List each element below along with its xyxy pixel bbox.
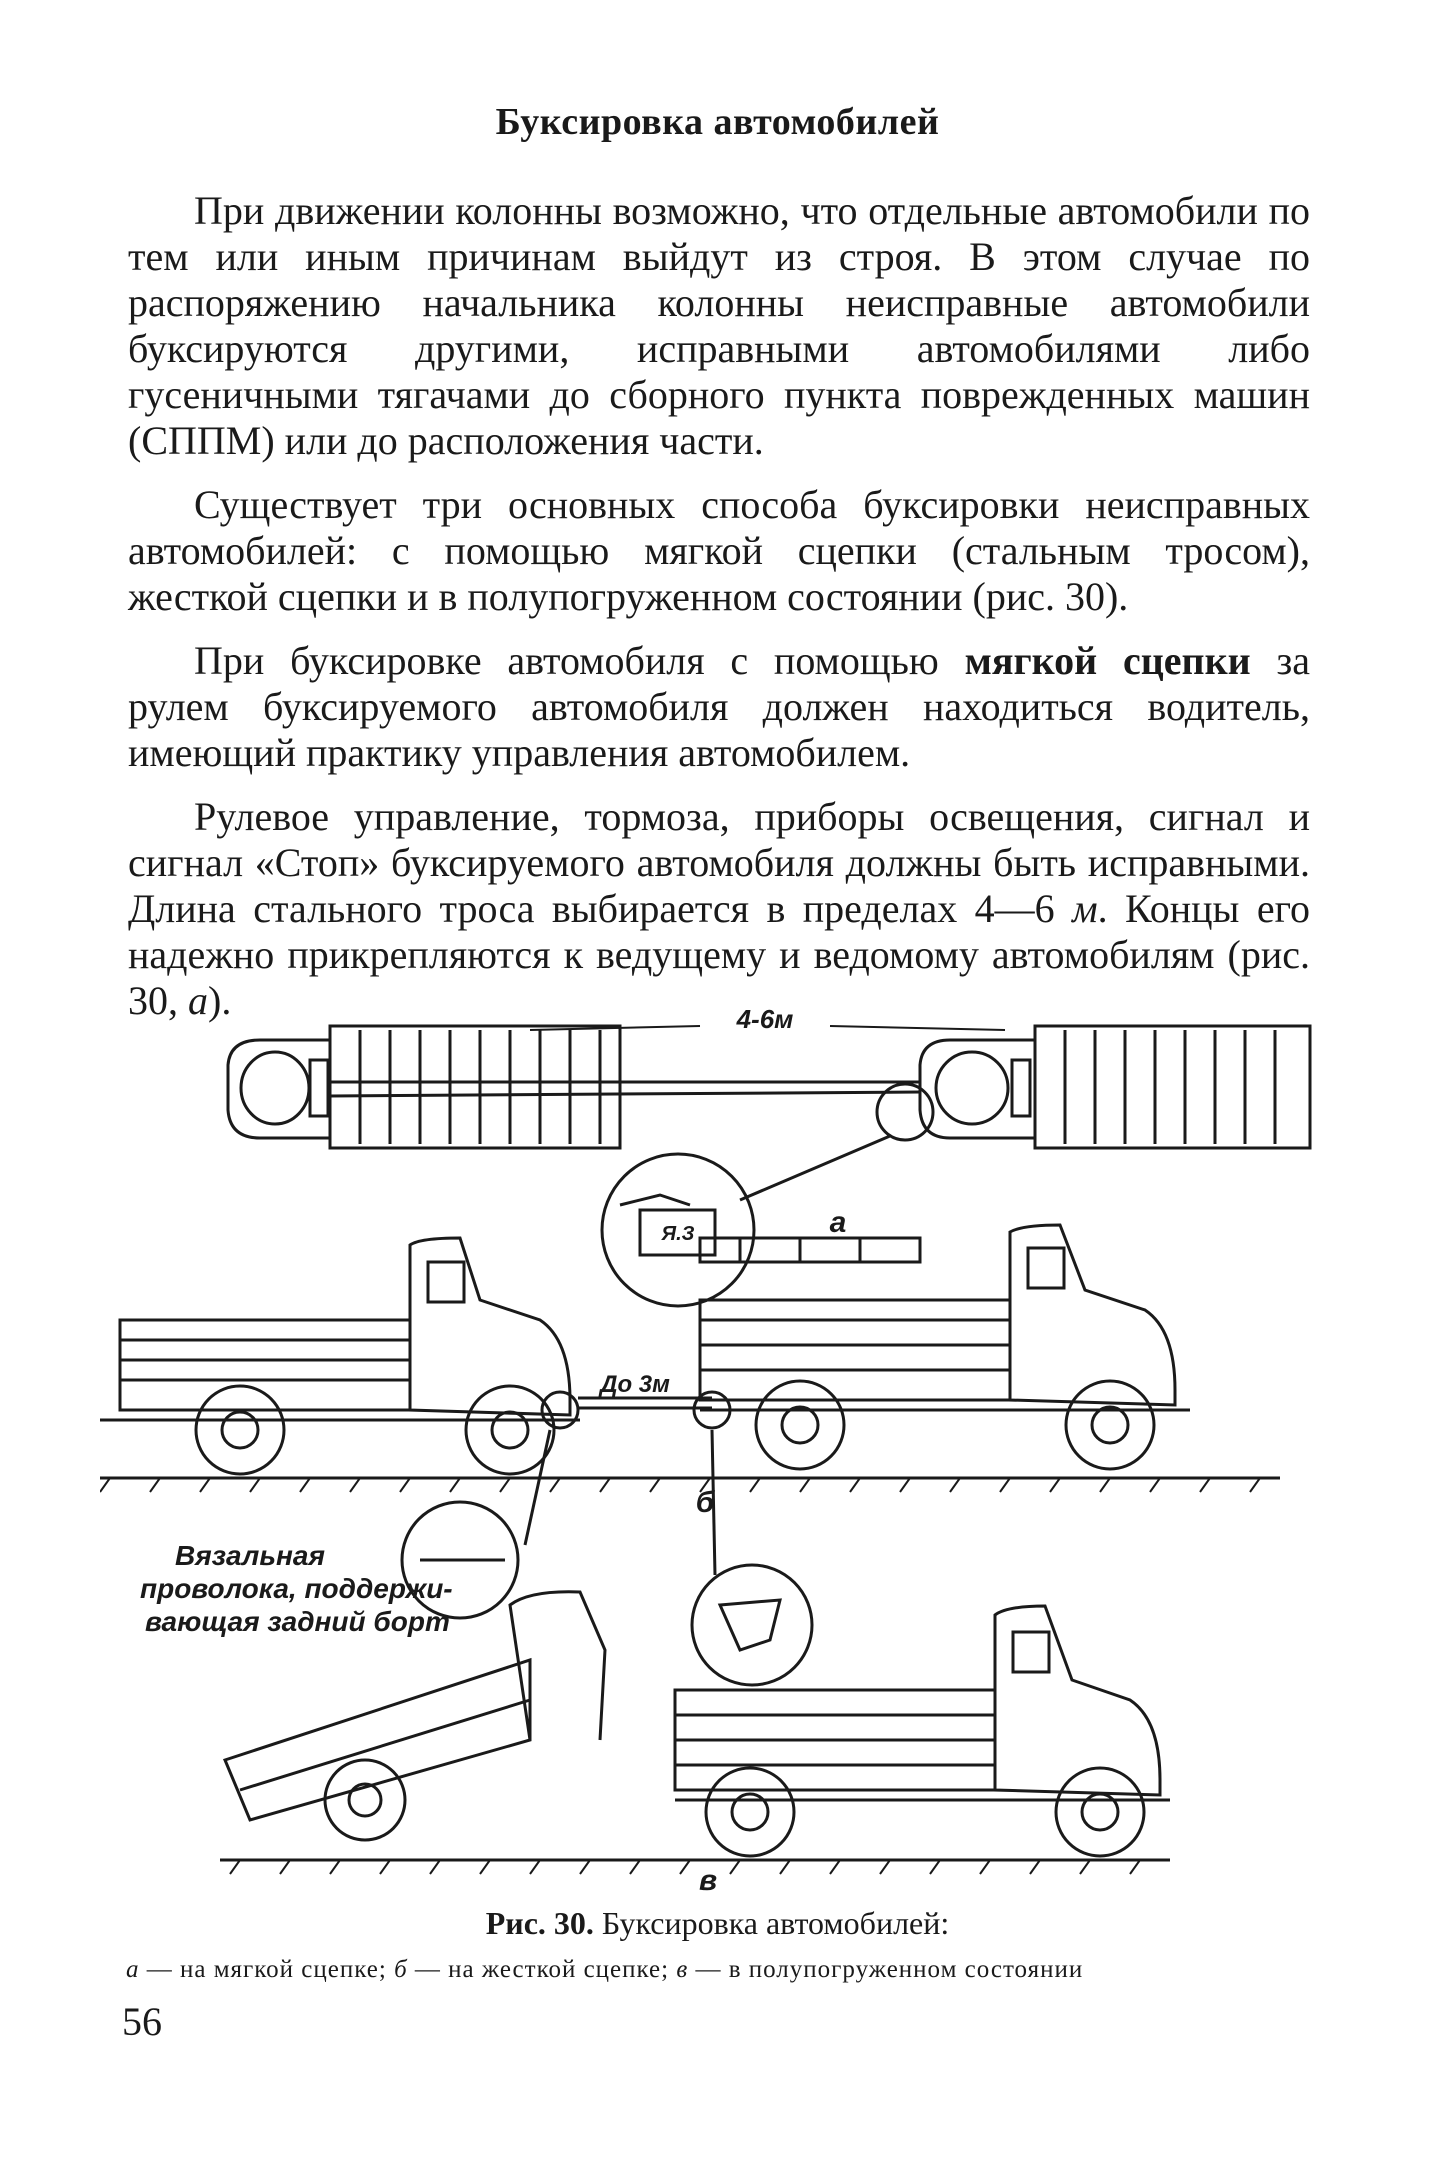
- bold-term: мягкой сцепки: [964, 638, 1251, 683]
- figure-legend: а — на мягкой сцепке; б — на жесткой сцепке; в — в полупогруженном состоянии: [126, 1956, 1084, 1983]
- paragraph-2: Существует три основных способа буксировки неисправных автомобилей: с помощью мягкой сцепки (стальным тросом), жесткой сцепки и в полупогруженном состоянии (рис. 30).: [128, 482, 1310, 619]
- note-line-3: вающая задний борт: [145, 1606, 450, 1637]
- figure-30-illustration: [100, 1000, 1340, 1895]
- paragraph-4: Рулевое управление, тормоза, приборы освещения, сигнал и сигнал «Стоп» буксируемого автомобиля должны быть исправными. Длина стального троса выбирается в пределах 4—6 м. Концы его надежно прикрепляются к ведущему и ведомому автомобилям (рис. 30, а).: [128, 794, 1310, 1023]
- coupling-detail-left: [542, 1392, 578, 1428]
- truck-top-view-left: [228, 1026, 620, 1148]
- truck-side-left: [100, 1238, 580, 1474]
- truck-top-view-right: [920, 1026, 1310, 1148]
- note-line-2: проволока, поддержи-: [140, 1573, 453, 1604]
- panel-label-v: в: [698, 1864, 718, 1895]
- paragraph-1: При движении колонны возможно, что отдельные автомобили по тем или иным причинам выйдут из строя. В этом случае по распоряжению начальника колонны неисправные автомобили буксируются другими, исправными автомобилями либо гусеничными тягачами до сборного пункта поврежденных машин (СППМ) или до расположения части.: [128, 188, 1310, 463]
- truck-side-right: [700, 1225, 1190, 1469]
- inset-label-a: Я.З: [661, 1223, 695, 1245]
- panel-label-a: а: [829, 1206, 847, 1239]
- truck-semi-loaded-carrier: [675, 1606, 1170, 1856]
- panel-label-b: б: [695, 1486, 715, 1519]
- page-number: 56: [122, 1999, 162, 2044]
- paragraph-3: При буксировке автомобиля с помощью мягкой сцепки за рулем буксируемого автомобиля должен находиться водитель, имеющий практику управления автомобилем.: [128, 638, 1311, 775]
- section-title: Буксировка автомобилей: [495, 101, 940, 143]
- note-line-1: Вязальная: [175, 1540, 325, 1571]
- dimension-label-a: 4-6м: [736, 1004, 794, 1034]
- body-text: [128, 188, 1310, 1042]
- figure-caption: Рис. 30. Буксировка автомобилей:: [485, 1905, 950, 1941]
- dimension-label-b: До 3м: [600, 1371, 670, 1398]
- inset-circle-b-right: [692, 1565, 812, 1685]
